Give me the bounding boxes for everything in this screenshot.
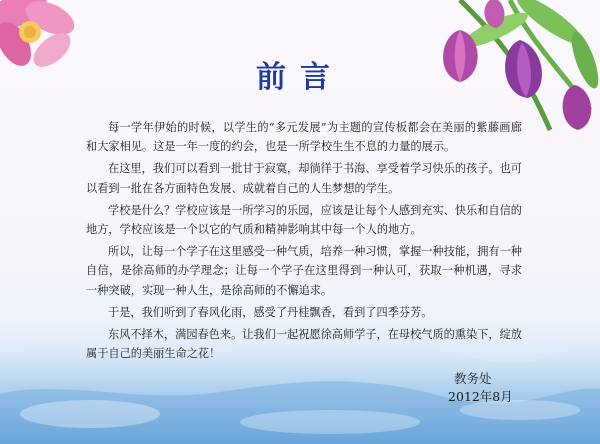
paragraph: 每一学年伊始的时候，以学生的“多元发展”为主题的宣传板都会在美丽的紫藤画廊和大家相见。这是一年一度的约会，也是一所学校生生不息的力量的展示。 (86, 121, 522, 154)
paragraph: 所以，让每一个学子在这里感受一种气质，培养一种习惯，掌握一种技能，拥有一种自信，是徐高师的办学理念；让每一个学子在这里得到一种认可，获取一种机遇，寻求一种突破，实现一种人生，是徐高师的不懈追求。 (86, 245, 522, 297)
paragraph: 东风不择木，满园春色来。让我们一起祝愿徐高师学子，在母校气质的熏染下，绽放属于自己的美丽生命之花！ (86, 328, 522, 361)
page-title: 前言 (256, 60, 344, 95)
paragraph: 在这里，我们可以看到一批甘于寂寞，却徜徉于书海、享受着学习快乐的孩子。也可以看到一批在各方面特色发展、成就着自己的人生梦想的学生。 (86, 162, 522, 195)
preface-body (86, 118, 522, 366)
signature-org: 教务处 (454, 371, 492, 386)
signature-block (448, 370, 538, 406)
signature-date: 2012年8月 (448, 389, 513, 404)
paragraph: 于是，我们听到了春风化雨，感受了丹桂飘香，看到了四季芬芳。 (108, 305, 433, 319)
paragraph: 学校是什么？学校应该是一所学习的乐园，应该是让每个人感到充实、快乐和自信的地方，学校应该是一个以它的气质和精神影响其中每一个人的地方。 (86, 203, 522, 237)
